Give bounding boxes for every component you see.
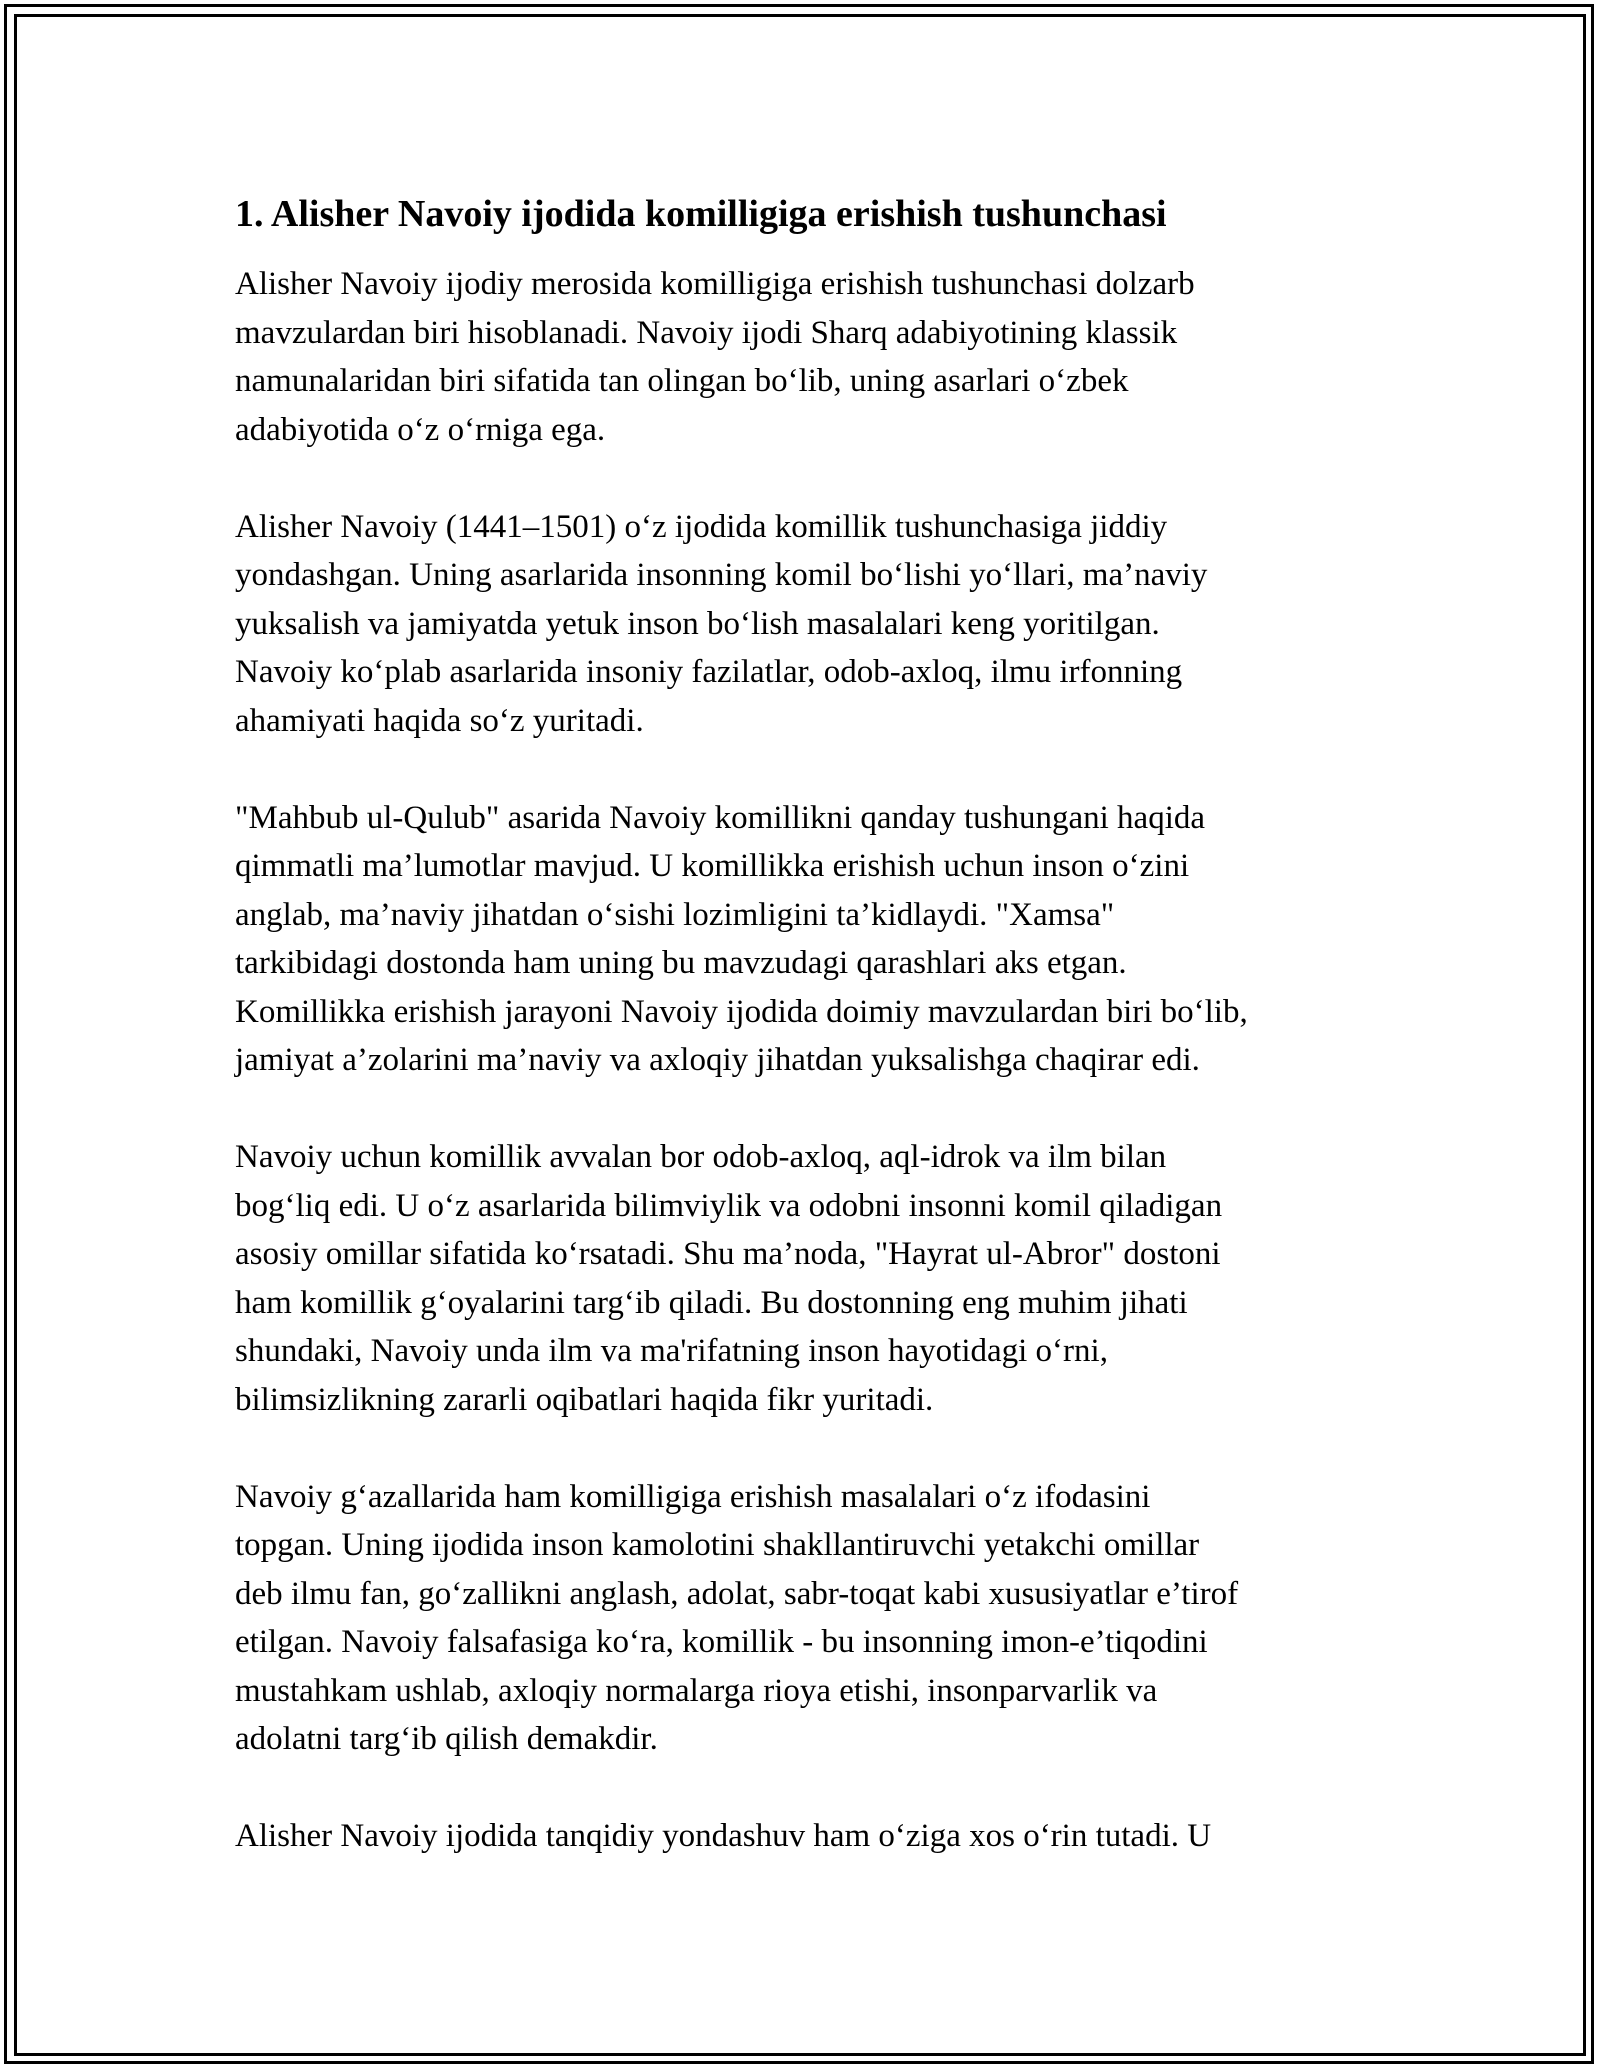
paragraph-line: Alisher Navoiy (1441–1501) o‘z ijodida komillik tushunchasiga jiddiy [235, 508, 1168, 545]
paragraph-line: Navoiy uchun komillik avvalan bor odob-axloq, aql-idrok va ilm bilan [235, 1139, 1167, 1175]
paragraph-line: jamiyat a’zolarini ma’naviy va axloqiy jihatdan yuksalishga chaqirar edi. [235, 1042, 1200, 1078]
paragraph-1 [235, 260, 1385, 454]
paragraph-line: Alisher Navoiy ijodiy merosida komilligiga erishish tushunchasi dolzarb [235, 266, 1195, 302]
paragraph-line: asosiy omillar sifatida ko‘rsatadi. Shu ma’noda, "Hayrat ul-Abror" dostoni [235, 1236, 1221, 1272]
paragraph-line: topgan. Uning ijodida inson kamolotini shakllantiruvchi yetakchi omillar [235, 1527, 1200, 1563]
paragraph-line: mustahkam ushlab, axloqiy normalarga rioya etishi, insonparvarlik va [235, 1672, 1158, 1709]
paragraph-line: tarkibidagi dostonda ham uning bu mavzudagi qarashlari aks etgan. [235, 945, 1127, 981]
paragraph-line: shundaki, Navoiy unda ilm va ma'rifatning inson hayotidagi o‘rni, [235, 1333, 1108, 1369]
paragraph-line: Komillikka erishish jarayoni Navoiy ijodida doimiy mavzulardan biri bo‘lib, [235, 993, 1248, 1030]
paragraph-line: adabiyotida o‘z o‘rniga ega. [235, 411, 606, 448]
paragraph-line: namunalaridan biri sifatida tan olingan bo‘lib, uning asarlari o‘zbek [235, 363, 1129, 399]
paragraph-line: "Mahbub ul-Qulub" asarida Navoiy komillikni qanday tushungani haqida [235, 799, 1206, 836]
paragraph-5 [235, 1473, 1385, 1764]
paragraph-3 [235, 794, 1385, 1085]
section-heading: 1. Alisher Navoiy ijodida komilligiga erishish tushunchasi [235, 193, 1167, 235]
paragraph-line: yondashgan. Uning asarlarida insonning komil bo‘lishi yo‘llari, ma’naviy [235, 557, 1208, 593]
paragraph-6 [235, 1812, 1385, 1861]
paragraph-line: Navoiy ko‘plab asarlarida insoniy fazilatlar, odob-axloq, ilmu irfonning [235, 654, 1183, 690]
paragraph-line: ahamiyati haqida so‘z yuritadi. [235, 702, 644, 739]
paragraph-line: Alisher Navoiy ijodida tanqidiy yondashuv ham o‘ziga xos o‘rin tutadi. U [235, 1818, 1212, 1854]
paragraph-line: ham komillik g‘oyalarini targ‘ib qiladi. Bu dostonning eng muhim jihati [235, 1284, 1188, 1321]
paragraph-2 [235, 503, 1385, 746]
paragraph-line: bilimsizlikning zararli oqibatlari haqida fikr yuritadi. [235, 1381, 934, 1418]
paragraph-line: mavzulardan biri hisoblanadi. Navoiy ijodi Sharq adabiyotining klassik [235, 314, 1178, 351]
paragraph-line: anglab, ma’naviy jihatdan o‘sishi lozimligini ta’kidlaydi. "Xamsa" [235, 896, 1115, 933]
document-body [235, 190, 1385, 1909]
paragraph-line: Navoiy g‘azallarida ham komilligiga erishish masalalari o‘z ifodasini [235, 1478, 1151, 1515]
paragraph-line: qimmatli ma’lumotlar mavjud. U komillikka erishish uchun inson o‘zini [235, 848, 1190, 884]
paragraph-line: etilgan. Navoiy falsafasiga ko‘ra, komillik - bu insonning imon-e’tiqodini [235, 1624, 1208, 1660]
paragraph-line: adolatni targ‘ib qilish demakdir. [235, 1721, 658, 1757]
paragraph-line: bog‘liq edi. U o‘z asarlarida bilimviylik va odobni insonni komil qiladigan [235, 1187, 1223, 1224]
paragraph-4 [235, 1133, 1385, 1424]
paragraph-line: deb ilmu fan, go‘zallikni anglash, adolat, sabr-toqat kabi xususiyatlar e’tirof [235, 1575, 1239, 1612]
paragraph-line: yuksalish va jamiyatda yetuk inson bo‘lish masalalari keng yoritilgan. [235, 605, 1160, 642]
